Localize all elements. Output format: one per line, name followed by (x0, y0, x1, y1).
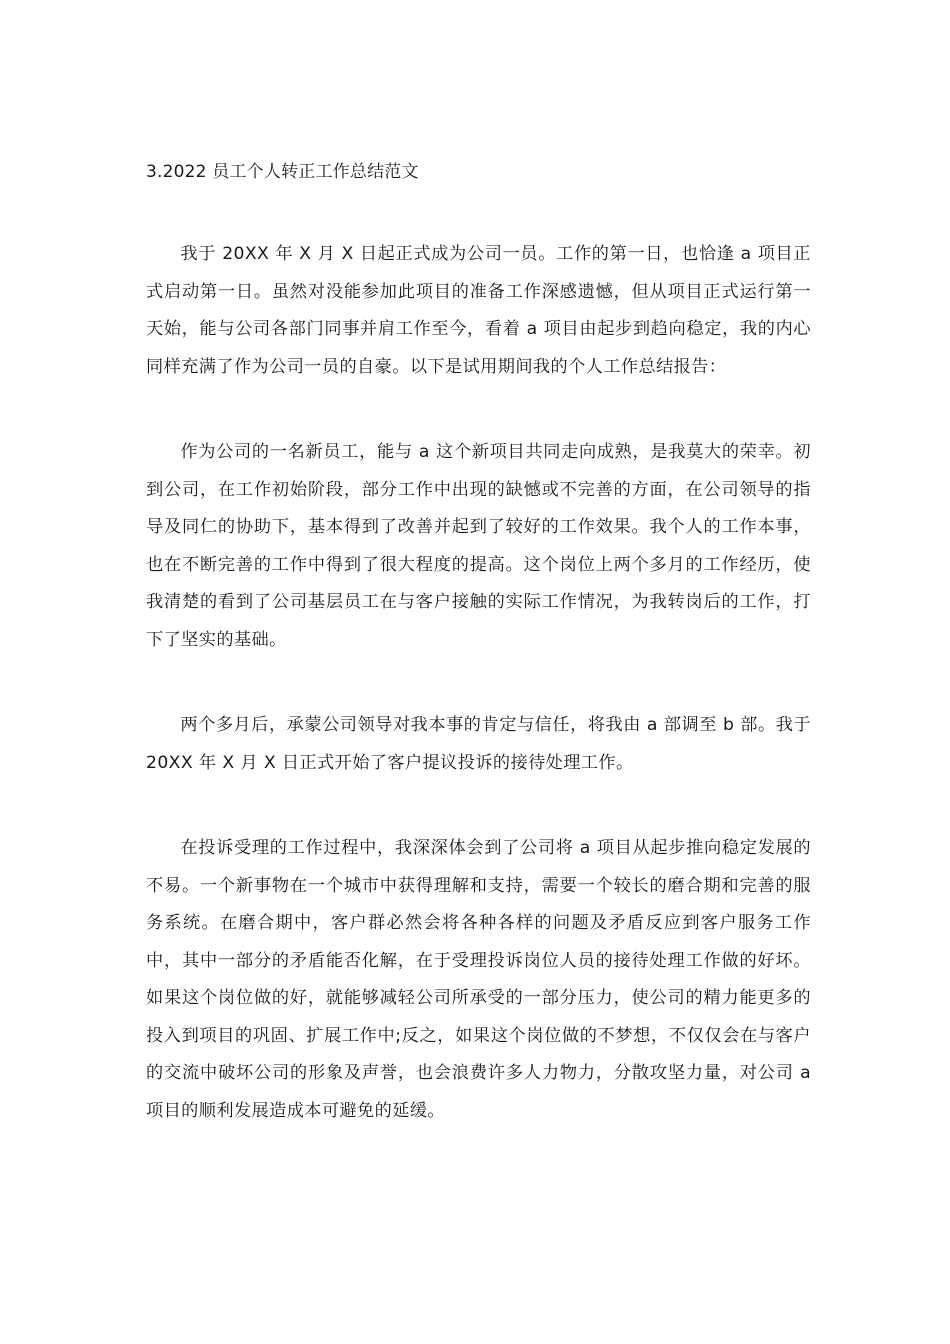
paragraph-transfer: 两个多月后，承蒙公司领导对我本事的肯定与信任，将我由 a 部调至 b 部。我于 20XX 年 X 月 X 日正式开始了客户提议投诉的接待处理工作。 (146, 715, 811, 773)
document-title: 3.2022 员工个人转正工作总结范文 (146, 162, 419, 182)
document-body (146, 160, 811, 1178)
paragraph-intro: 我于 20XX 年 X 月 X 日起正式成为公司一员。工作的第一日，也恰逢 a 项目正式启动第一日。虽然对没能参加此项目的准备工作深感遗憾，但从项目正式运行第一天始，能与公司各部门同事并肩工作至今，看着 a 项目由起步到趋向稳定，我的内心同样充满了作为公司一员的自豪。以下是试用期间我的个人工作总结报告： (146, 244, 811, 377)
paragraph-new-employee: 作为公司的一名新员工，能与 a 这个新项目共同走向成熟，是我莫大的荣幸。初到公司，在工作初始阶段，部分工作中出现的缺憾或不完善的方面，在公司领导的指导及同仁的协助下，基本得到了改善并起到了较好的工作效果。我个人的工作本事，也在不断完善的工作中得到了很大程度的提高。这个岗位上两个多月的工作经历，使我清楚的看到了公司基层员工在与客户接触的实际工作情况，为我转岗后的工作，打下了坚实的基础。 (146, 442, 811, 650)
paragraph-complaints: 在投诉受理的工作过程中，我深深体会到了公司将 a 项目从起步推向稳定发展的不易。一个新事物在一个城市中获得理解和支持，需要一个较长的磨合期和完善的服务系统。在磨合期中，客户群必然会将各种各样的问题及矛盾反应到客户服务工作中，其中一部分的矛盾能否化解，在于受理投诉岗位人员的接待处理工作做的好坏。如果这个岗位做的好，就能够减轻公司所承受的一部分压力，使公司的精力能更多的投入到项目的巩固、扩展工作中;反之，如果这个岗位做的不梦想，不仅仅会在与客户的交流中破坏公司的形象及声誉，也会浪费许多人力物力，分散攻坚力量，对公司 a 项目的顺利发展造成本可避免的延缓。 (146, 838, 811, 1121)
